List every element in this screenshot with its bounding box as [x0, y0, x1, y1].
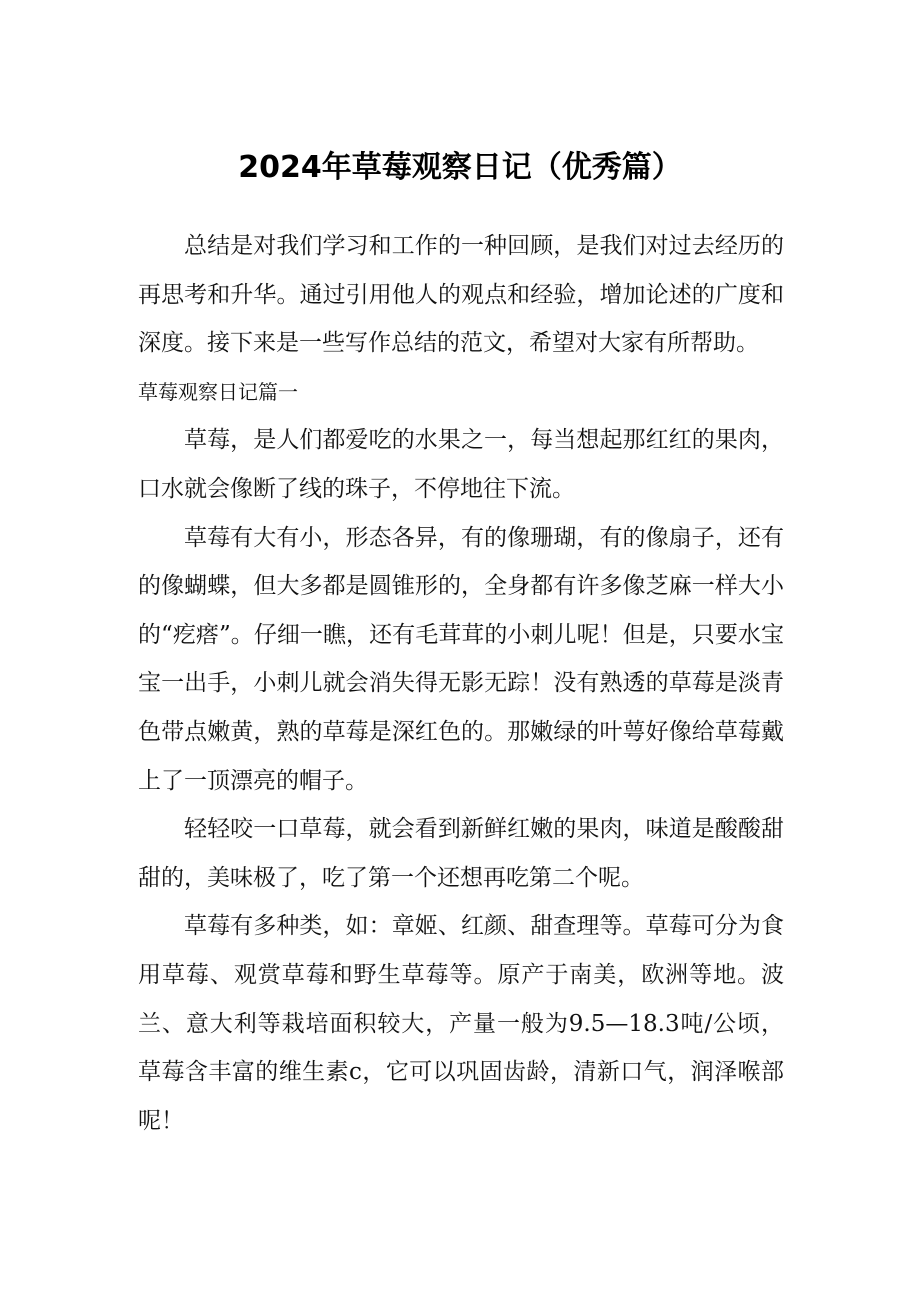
- body-paragraph-4: 草莓有多种类，如：章姬、红颜、甜查理等。草莓可分为食用草莓、观赏草莓和野生草莓等。原产于南美，欧洲等地。波兰、意大利等栽培面积较大，产量一般为9.5—18.3吨/公顷，草莓含丰富的维生素c，它可以巩固齿龄，清新口气，润泽喉部呢！: [138, 913, 784, 1134]
- section-heading: 草莓观察日记篇一: [138, 379, 298, 404]
- document-body: [138, 222, 784, 1145]
- body-paragraph-2: 草莓有大有小，形态各异，有的像珊瑚，有的像扇子，还有的像蝴蝶，但大多都是圆锥形的，全身都有许多像芝麻一样大小的“疙瘩”。仔细一瞧，还有毛茸茸的小刺儿呢！但是，只要水宝宝一出手，小刺儿就会消失得无影无踪！没有熟透的草莓是淡青色带点嫩黄，熟的草莓是深红色的。那嫩绿的叶萼好像给草莓戴上了一顶漂亮的帽子。: [138, 524, 784, 794]
- document-title: 2024年草莓观察日记（优秀篇）: [238, 150, 682, 185]
- intro-paragraph: 总结是对我们学习和工作的一种回顾，是我们对过去经历的再思考和升华。通过引用他人的观点和经验，增加论述的广度和深度。接下来是一些写作总结的范文，希望对大家有所帮助。: [138, 233, 784, 357]
- body-paragraph-3: 轻轻咬一口草莓，就会看到新鲜红嫩的果肉，味道是酸酸甜甜的，美味极了，吃了第一个还想再吃第二个呢。: [138, 816, 784, 891]
- body-paragraph-1: 草莓，是人们都爱吃的水果之一，每当想起那红红的果肉，口水就会像断了线的珠子，不停地往下流。: [138, 427, 784, 502]
